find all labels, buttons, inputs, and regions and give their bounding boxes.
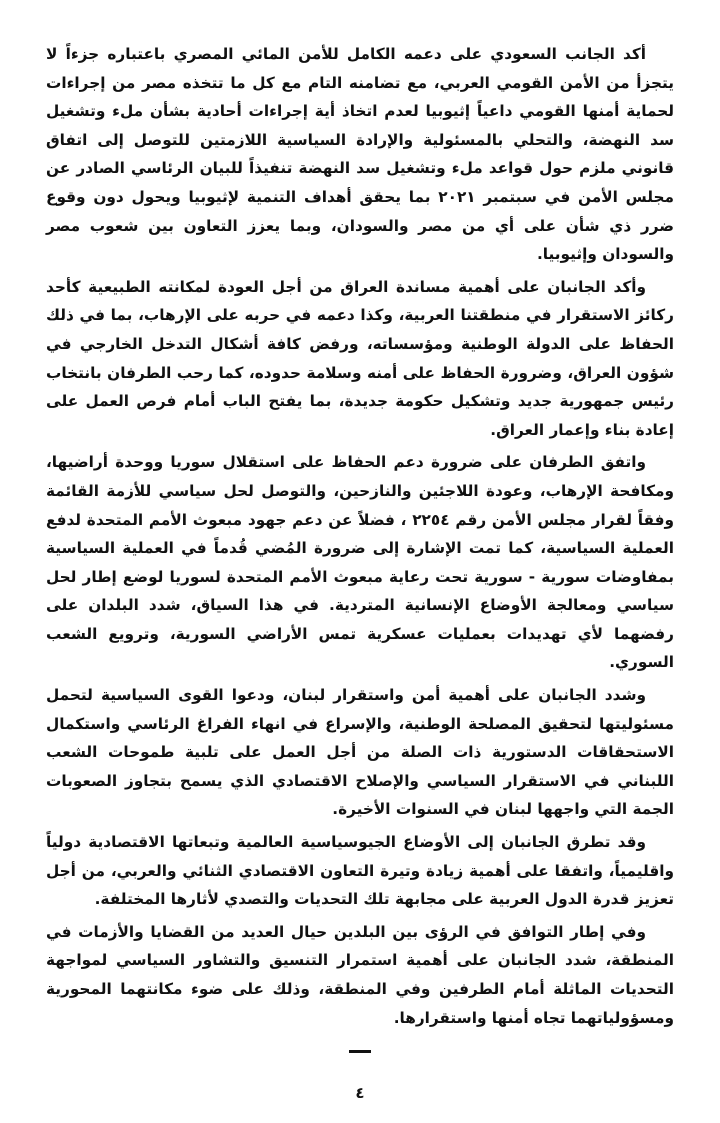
paragraph-economy: وقد تطرق الجانبان إلى الأوضاع الجيوسياسية العالمية وتبعاتها الاقتصادية دولياً واقليمياً، واتفقا على أهمية زيادة وتيرة التعاون الاقتصادي الثنائي والعربي، من أجل تعزيز قدرة الدول العربية على مجابهة تلك التحديات والتصدي لأثارها المختلفة. [46,833,674,909]
paragraph-lebanon: وشدد الجانبان على أهمية أمن واستقرار لبنان، ودعوا القوى السياسية لتحمل مسئوليتها لتحقيق المصلحة الوطنية، والإسراع في انهاء الفراغ الرئاسي واستكمال الاستحقاقات الدستورية ذات الصلة من أجل العمل على تلبية طموحات الشعب اللبناني في الاستقرار السياسي والإصلاح الاقتصادي الذي يسمح بتجاوز الصعوبات الجمة التي واجهها لبنان في السنوات الأخيرة. [46,686,674,819]
paragraph-syria: واتفق الطرفان على ضرورة دعم الحفاظ على استقلال سوريا ووحدة أراضيها، ومكافحة الإرهاب، وعودة اللاجئين والنازحين، والتوصل لحل سياسي للأزمة القائمة وفقاً لقرار مجلس الأمن رقم ٢٢٥٤ ، فضلاً عن دعم جهود مبعوث الأمم المتحدة لدفع العملية السياسية، كما تمت الإشارة إلى ضرورة المُضي قُدماً في العملية السياسية بمفاوضات سورية - سورية تحت رعاية مبعوث الأمم المتحدة لسوريا لوضع إطار لحل سياسي ومعالجة الأوضاع الإنسانية المتردية. في هذا السياق، شدد البلدان على رفضهما لأي تهديدات بعمليات عسكرية تمس الأراضي السورية، وترويع الشعب السوري. [46,453,674,672]
paragraph-coordination: وفي إطار التوافق في الرؤى بين البلدين حيال العديد من القضايا والأزمات في المنطقة، شدد الجانبان على أهمية استمرار التنسيق والتشاور السياسي لمواجهة التحديات الماثلة أمام الطرفين وفي المنطقة، وذلك على ضوء مكانتهما المحورية ومسؤولياتهما تجاه أمنها واستقرارها. [46,922,674,1027]
section-divider [349,1050,371,1053]
paragraph-egypt-water-security: أكد الجانب السعودي على دعمه الكامل للأمن المائي المصري باعتباره جزءاً لا يتجزأ من الأمن القومي العربي، مع تضامنه التام مع كل ما تتخذه مصر من إجراءات لحماية أمنها القومي داعياً إثيوبيا لعدم اتخاذ أية إجراءات أحادية بشأن ملء وتشغيل سد النهضة، والتحلي بالمسئولية والإرادة السياسية اللازمتين للتوصل إلى اتفاق قانوني ملزم حول قواعد ملء وتشغيل سد النهضة تنفيذاً للبيان الرئاسي الصادر عن مجلس الأمن في سبتمبر ٢٠٢١ بما يحقق أهداف التنمية لإثيوبيا ويحول دون وقوع ضرر ذي شأن على أي من مصر والسودان، وبما يعزز التعاون بين شعوب مصر والسودان وإثيوبيا. [46,45,675,264]
document-body [46,0,674,1032]
paragraph-iraq: وأكد الجانبان على أهمية مساندة العراق من أجل العودة لمكانته الطبيعية كأحد ركائز الاستقرار في منطقتنا العربية، وكذا دعمه في حربه على الإرهاب، بما في ذلك الحفاظ على الدولة الوطنية ومؤسساته، ورفض كافة أشكال التدخل الخارجي في شؤون العراق، وضرورة الحفاظ على أمنه وسلامة حدوده، كما رحب الطرفان بانتخاب رئيس جمهورية جديد وتشكيل حكومة جديدة، بما يفتح الباب أمام فرص العمل على إعادة بناء وإعمار العراق. [46,277,674,439]
page-footer [0,1036,720,1123]
page-number: ٤ [355,1084,365,1103]
